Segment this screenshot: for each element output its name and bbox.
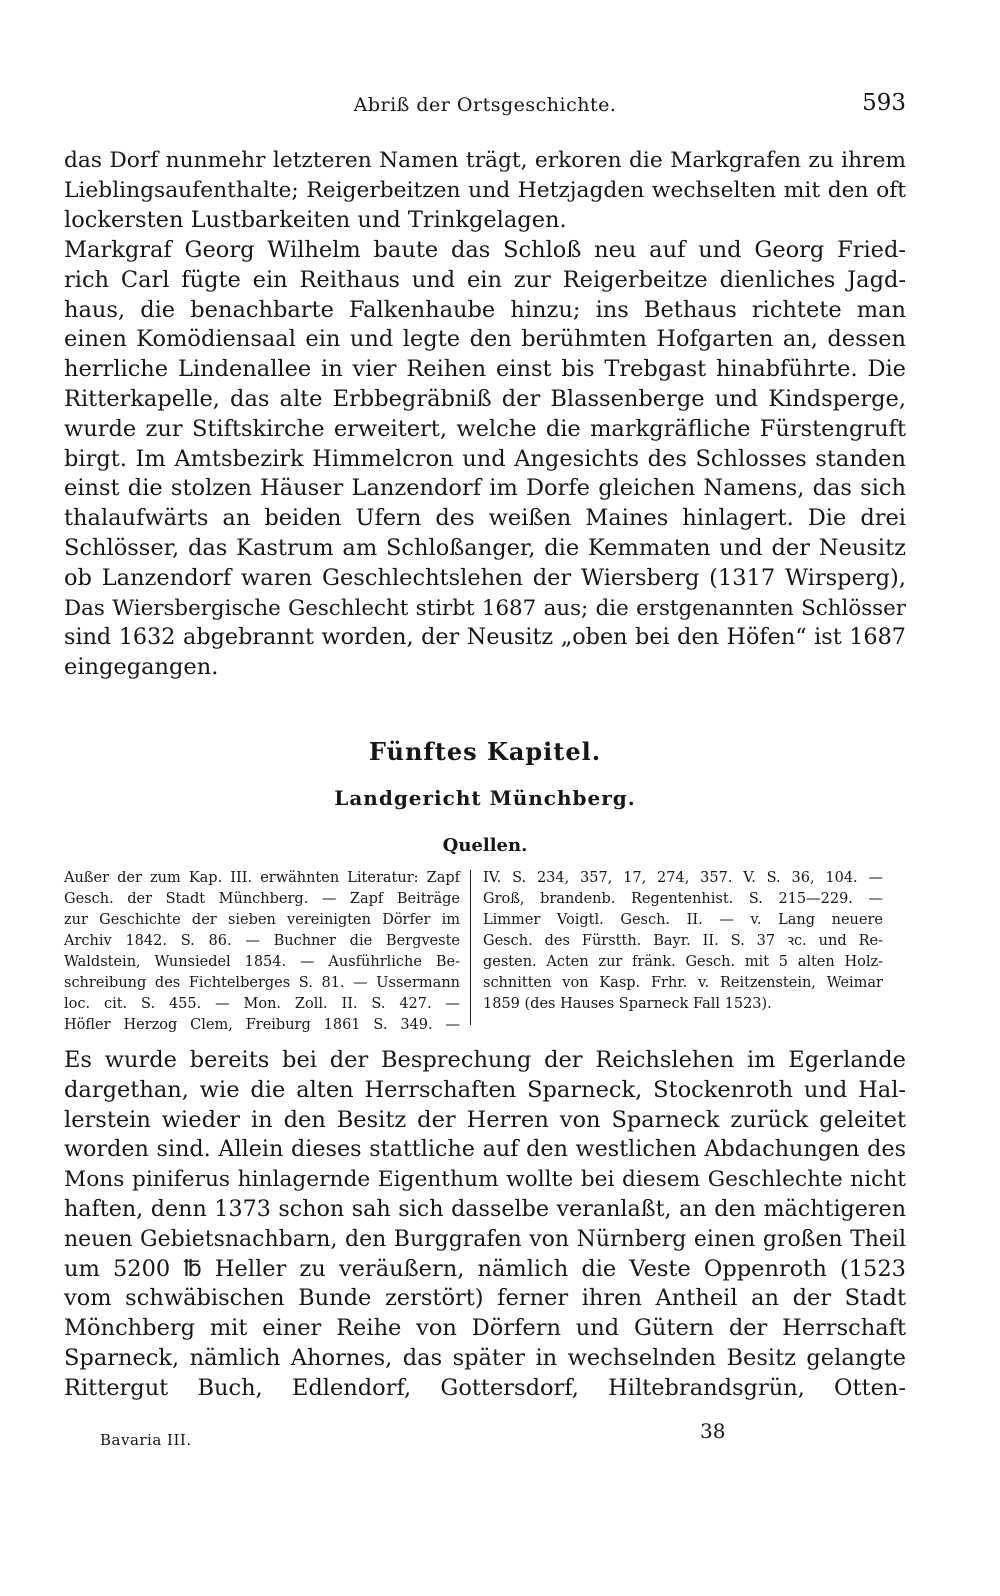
text-line: Sparneck, nämlich Ahornes, das später in wechselnden Besitz gelangte xyxy=(64,1344,906,1371)
source-line: Limmer Voigtl. Gesch. II. — v. Lang neuere xyxy=(483,912,883,928)
source-line: Groß, brandenb. Regentenhist. S. 215—229. — xyxy=(483,891,883,907)
paragraph-sparneck xyxy=(64,1046,906,1404)
source-line: Außer der zum Kap. III. erwähnten Literatur: Zapf xyxy=(64,870,460,886)
text-line: eingegangen. xyxy=(64,654,219,681)
text-line: das Dorf nunmehr letzteren Namen trägt, erkoren die Markgrafen zu ihrem xyxy=(64,148,906,173)
text-line: Mons piniferus hinlagernde Eigenthum wollte bei diesem Geschlechte nicht xyxy=(64,1167,906,1193)
source-line: gesten. Acten zur fränk. Gesch. mit 5 alten Holz- xyxy=(483,954,883,970)
text-line: herrliche Lindenallee in vier Reihen einst bis Trebgast hinabführte. Die xyxy=(64,356,906,383)
text-line: worden sind. Allein dieses stattliche auf den westlichen Abdachungen des xyxy=(64,1136,906,1163)
text-line: ob Lanzendorf waren Geschlechtslehen der Wiersberg (1317 Wirsperg), xyxy=(64,564,906,591)
paragraph-continuation xyxy=(64,146,906,235)
column-divider xyxy=(470,870,471,1025)
sources-heading: Quellen. xyxy=(442,835,528,856)
text-line: Es wurde bereits bei der Besprechung der Reichslehen im Egerlande xyxy=(64,1047,906,1073)
text-line: um 5200 ℔ Heller zu veräußern, nämlich die Veste Oppenroth (1523 xyxy=(64,1255,906,1282)
text-line: neuen Gebietsnachbarn, den Burggrafen von Nürnberg einen großen Theil xyxy=(64,1226,906,1252)
paragraph-schloss xyxy=(64,236,906,683)
source-line: zur Geschichte der sieben vereinigten Dörfer im xyxy=(64,912,460,928)
text-line: vom schwäbischen Bunde zerstört) ferner ihren Antheil an der Stadt xyxy=(64,1285,906,1312)
source-line: 1859 (des Hauses Sparneck Fall 1523). xyxy=(483,996,772,1012)
text-line: haus, die benachbarte Falkenhaube hinzu; ins Bethaus richtete man xyxy=(64,296,906,323)
source-line: schreibung des Fichtelberges S. 81. — Ussermann xyxy=(64,975,460,991)
signature-number: 38 xyxy=(700,1419,726,1443)
text-line: Schlösser, das Kastrum am Schloßanger, die Kemmaten und der Neusitz xyxy=(64,534,906,561)
source-line: Gesch. der Stadt Münchberg. — Zapf Beiträge xyxy=(64,891,460,907)
text-line: lockersten Lustbarkeiten und Trinkgelagen. xyxy=(64,206,567,233)
source-line: Waldstein, Wunsiedel 1854. — Ausführliche Be- xyxy=(64,954,460,970)
chapter-title: Fünftes Kapitel. xyxy=(368,737,602,766)
text-line: Lieblingsaufenthalte; Reigerbeitzen und Hetzjagden wechselten mit den oft xyxy=(64,177,906,203)
text-line: birgt. Im Amtsbezirk Himmelcron und Angesichts des Schlosses standen xyxy=(64,445,906,472)
sources-right-column xyxy=(483,868,883,1015)
source-line: Archiv 1842. S. 86. — Buchner die Bergveste xyxy=(64,933,460,949)
signature-label: Bavaria III. xyxy=(100,1431,192,1449)
source-line: Höfler Herzog Clem, Freiburg 1861 S. 349. — xyxy=(64,1017,460,1033)
running-title: Abriß der Ortsgeschichte. xyxy=(353,94,617,116)
text-line: wurde zur Stiftskirche erweitert, welche die markgräfliche Fürstengruft xyxy=(64,415,906,442)
sources-left-column xyxy=(64,868,460,1036)
text-line: rich Carl fügte ein Reithaus und ein zur Reigerbeitze dienliches Jagd- xyxy=(64,266,906,293)
text-line: sind 1632 abgebrannt worden, der Neusitz „oben bei den Höfen“ ist 1687 xyxy=(64,624,906,651)
text-line: Rittergut Buch, Edlendorf, Gottersdorf, Hiltebrandsgrün, Otten- xyxy=(64,1374,906,1401)
text-line: einen Komödiensaal ein und legte den berühmten Hofgarten an, dessen xyxy=(64,326,906,353)
text-line: haften, denn 1373 schon sah sich dasselbe veranlaßt, an den mächtigeren xyxy=(64,1195,906,1222)
text-line: Ritterkapelle, das alte Erbbegräbniß der Blassenberge und Kindsperge, xyxy=(64,385,906,412)
page-number: 593 xyxy=(862,90,906,116)
source-line: Gesch. des Fürstth. Bayr. II. S. 37 ꝛc. und Re- xyxy=(483,933,883,949)
text-line: Das Wiersbergische Geschlecht stirbt 1687 aus; die erstgenannten Schlösser xyxy=(64,595,906,621)
source-line: loc. cit. S. 455. — Mon. Zoll. II. S. 427. — xyxy=(64,996,460,1012)
text-line: thalaufwärts an beiden Ufern des weißen Maines hinlagert. Die drei xyxy=(64,505,906,532)
text-line: Mönchberg mit einer Reihe von Dörfern und Gütern der Herrschaft xyxy=(64,1315,906,1342)
text-line: lerstein wieder in den Besitz der Herren von Sparneck zurück geleitet xyxy=(64,1106,906,1133)
text-line: einst die stolzen Häuser Lanzendorf im Dorfe gleichen Namens, das sich xyxy=(64,475,906,502)
section-title: Landgericht Münchberg. xyxy=(334,786,636,810)
text-line: dargethan, wie die alten Herrschaften Sparneck, Stockenroth und Hal- xyxy=(64,1076,906,1103)
text-line: Markgraf Georg Wilhelm baute das Schloß neu auf und Georg Fried- xyxy=(64,237,906,263)
page-header xyxy=(64,90,906,124)
source-line: schnitten von Kasp. Frhr. v. Reitzenstein, Weimar xyxy=(483,975,883,991)
source-line: IV. S. 234, 357, 17, 274, 357. V. S. 36, 104. — xyxy=(483,870,883,886)
